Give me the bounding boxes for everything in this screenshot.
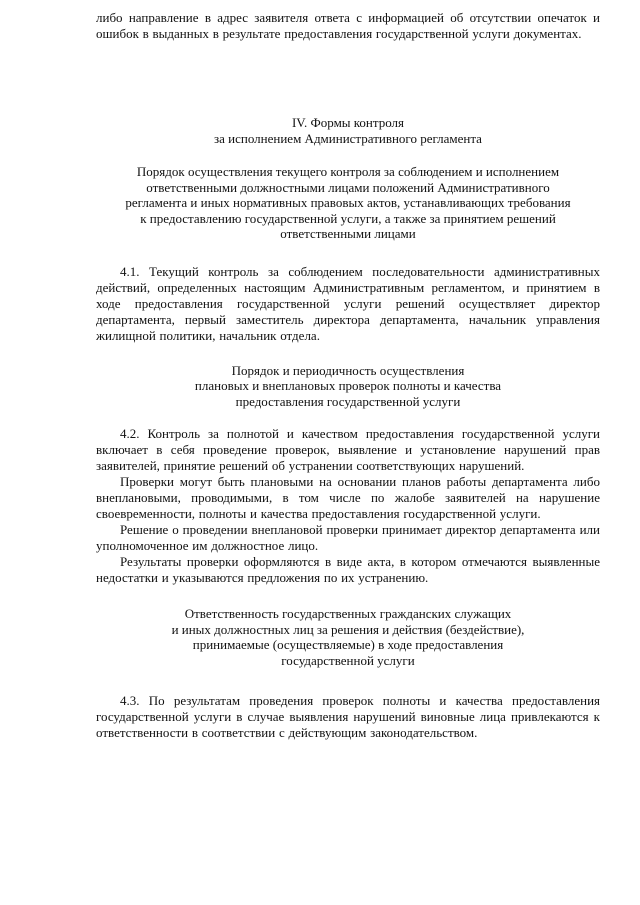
- subsection-heading-inspections: [96, 363, 600, 410]
- heading-line: и иных должностных лиц за решения и действия (бездействие),: [171, 621, 525, 637]
- heading-line: принимаемые (осуществляемые) в ходе предоставления: [192, 637, 504, 652]
- section-title: за исполнением Административного регламента: [214, 130, 482, 146]
- heading-line: Ответственность государственных гражданских служащих: [184, 606, 512, 621]
- paragraph-unscheduled-decision: Решение о проведении внеплановой проверки принимает директор департамента или уполномоченное им должностное лицо.: [96, 522, 600, 553]
- paragraph-inspections-types: Проверки могут быть плановыми на основании планов работы департамента либо внеплановыми, проводимыми, в том числе по жалобе заявителей на нарушение своевременности, полноты и качества предоставления государственной услуги.: [96, 474, 600, 521]
- heading-line: Порядок осуществления текущего контроля за соблюдением и исполнением: [136, 164, 560, 179]
- paragraph-4-1: 4.1. Текущий контроль за соблюдением последовательности административных действий, определенных настоящим Административным регламентом, и принятием в ходе предоставления государственной услуги решений осуществляет директор департамента, первый заместитель директора департамента, начальник управления жилищной политики, начальник отдела.: [96, 263, 600, 343]
- paragraph-4-3: 4.3. По результатам проведения проверок полноты и качества предоставления государственной услуги в случае выявления нарушений виновные лица привлекаются к ответственности в соответствии с действующим законодательством.: [96, 693, 600, 740]
- paragraph-4-2: 4.2. Контроль за полнотой и качеством предоставления государственной услуги включает в себя проведение проверок, выявление и установление нарушений прав заявителей, принятие решений об устранении соответствующих нарушений.: [96, 426, 600, 473]
- heading-line: ответственными лицами: [280, 226, 416, 241]
- paragraph-inspection-results: Результаты проверки оформляются в виде акта, в котором отмечаются выявленные недостатки и указываются предложения по их устранению.: [96, 554, 600, 585]
- document-page: [96, 10, 600, 741]
- heading-line: Порядок и периодичность осуществления: [231, 362, 465, 378]
- heading-line: плановых и внеплановых проверок полноты и качества: [194, 378, 502, 393]
- section-number: IV. Формы контроля: [291, 115, 405, 130]
- subsection-heading-current-control: [96, 164, 600, 242]
- heading-line: государственной услуги: [281, 652, 415, 668]
- section-heading: [96, 115, 600, 146]
- heading-line: ответственными должностными лицами положений Административного: [146, 179, 550, 195]
- subsection-heading-responsibility: [96, 606, 600, 668]
- heading-line: регламента и иных нормативных правовых актов, устанавливающих требования: [125, 195, 571, 210]
- heading-line: предоставления государственной услуги: [235, 393, 461, 409]
- heading-line: к предоставлению государственной услуги, а также за принятием решений: [140, 210, 556, 226]
- intro-paragraph: либо направление в адрес заявителя ответа с информацией об отсутствии опечаток и ошибок в выданных в результате предоставления государственной услуги документах.: [96, 10, 600, 41]
